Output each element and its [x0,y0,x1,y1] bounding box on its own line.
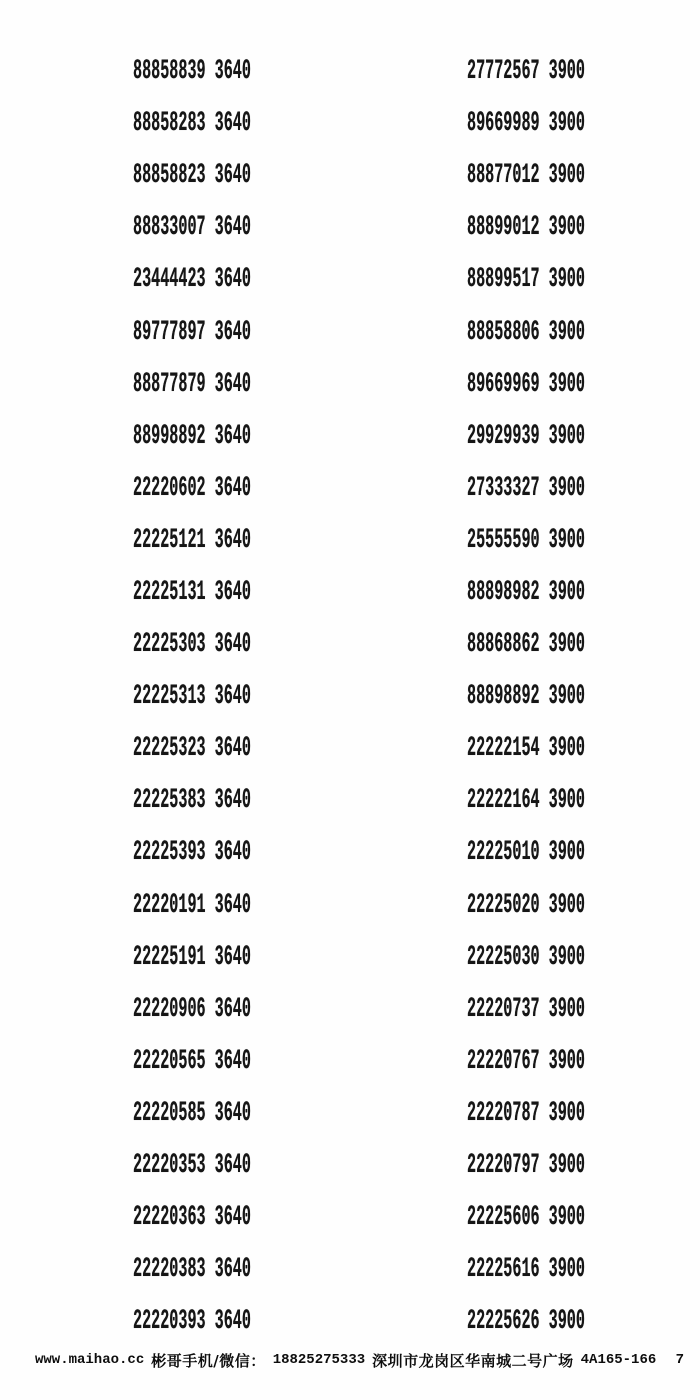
phone-listing-row [133,359,351,411]
phone-number-and-price: 88858839 3640 [133,56,251,88]
phone-listing-row [133,932,351,984]
footer-phone-number: 18825275333 [272,1352,366,1368]
phone-number-and-price: 22225606 3900 [467,1202,585,1234]
phone-listing-row [467,1244,685,1296]
phone-number-and-price: 88877012 3900 [467,160,585,192]
phone-listing-row [133,98,351,150]
phone-number-and-price: 22220565 3640 [133,1045,251,1077]
phone-number-and-price: 22220906 3640 [133,993,251,1025]
phone-listing-row [133,515,351,567]
phone-number-and-price: 22225383 3640 [133,785,251,817]
phone-number-and-price: 22220353 3640 [133,1150,251,1182]
phone-listing-row [133,1244,351,1296]
phone-number-and-price: 89777897 3640 [133,316,251,348]
phone-listing-row [467,671,685,723]
phone-listing-row [133,1036,351,1088]
phone-number-and-price: 22220383 3640 [133,1254,251,1286]
phone-listing-row [467,306,685,358]
phone-number-and-price: 88858806 3900 [467,316,585,348]
phone-listing-row [133,775,351,827]
phone-listing-row [467,932,685,984]
page-footer [35,1347,686,1373]
phone-listing-row [467,775,685,827]
phone-number-and-price: 88898892 3900 [467,681,585,713]
phone-listing-row [133,463,351,515]
phone-listing-row [467,1140,685,1192]
price-column-3900 [467,46,685,1348]
phone-number-and-price: 27333327 3900 [467,472,585,504]
phone-number-and-price: 88898982 3900 [467,576,585,608]
phone-listing-row [133,671,351,723]
phone-number-and-price: 89669969 3900 [467,368,585,400]
phone-number-and-price: 22225131 3640 [133,576,251,608]
phone-listing-row [133,1296,351,1348]
phone-listing-row [467,202,685,254]
footer-address-unit: 4A165-166 [580,1352,657,1368]
phone-listing-row [133,46,351,98]
phone-listing-row [133,1140,351,1192]
phone-number-and-price: 22225121 3640 [133,524,251,556]
phone-number-and-price: 22220737 3900 [467,993,585,1025]
phone-listing-row [467,723,685,775]
phone-listing-row [467,984,685,1036]
phone-listing-row [467,254,685,306]
phone-number-and-price: 22220787 3900 [467,1097,585,1129]
phone-listing-row [467,46,685,98]
footer-website: www.maihao.cc [35,1352,145,1368]
phone-number-and-price: 88899517 3900 [467,264,585,296]
phone-number-and-price: 22220767 3900 [467,1045,585,1077]
phone-listing-row [133,411,351,463]
phone-number-and-price: 22225393 3640 [133,837,251,869]
phone-listing-row [467,1192,685,1244]
phone-listing-row [467,567,685,619]
phone-listing-row [133,202,351,254]
phone-listing-row [133,567,351,619]
phone-number-and-price: 22225616 3900 [467,1254,585,1286]
price-column-3640 [133,46,351,1348]
phone-listing-row [133,1088,351,1140]
footer-address: 深圳市龙岗区华南城二号广场 [372,1351,574,1370]
phone-number-and-price: 22220363 3640 [133,1202,251,1234]
phone-number-and-price: 22225313 3640 [133,681,251,713]
phone-listing-row [467,1088,685,1140]
phone-listing-row [133,306,351,358]
phone-number-and-price: 22225030 3900 [467,941,585,973]
phone-number-and-price: 22222164 3900 [467,785,585,817]
phone-number-and-price: 22220191 3640 [133,889,251,921]
phone-listing-row [467,463,685,515]
phone-number-and-price: 22225191 3640 [133,941,251,973]
phone-number-and-price: 89669989 3900 [467,108,585,140]
phone-number-and-price: 88998892 3640 [133,420,251,452]
phone-number-and-price: 22225323 3640 [133,733,251,765]
phone-listing-row [133,150,351,202]
phone-number-and-price: 23444423 3640 [133,264,251,296]
phone-number-and-price: 29929939 3900 [467,420,585,452]
phone-number-and-price: 22225303 3640 [133,629,251,661]
phone-number-and-price: 22225010 3900 [467,837,585,869]
phone-number-and-price: 22220797 3900 [467,1150,585,1182]
phone-number-and-price: 88899012 3900 [467,212,585,244]
phone-listing-row [133,723,351,775]
phone-listing-row [133,254,351,306]
phone-number-and-price: 22220602 3640 [133,472,251,504]
phone-listing-row [467,827,685,879]
phone-listing-row [467,515,685,567]
phone-listing-row [133,984,351,1036]
phone-number-and-price: 88858283 3640 [133,108,251,140]
phone-number-and-price: 88877879 3640 [133,368,251,400]
phone-number-and-price: 22220585 3640 [133,1097,251,1129]
phone-listing-row [467,150,685,202]
phone-listing-row [133,619,351,671]
phone-listing-row [467,411,685,463]
phone-listing-row [467,880,685,932]
phone-number-and-price: 27772567 3900 [467,56,585,88]
phone-number-and-price: 22225020 3900 [467,889,585,921]
phone-listing-row [467,1296,685,1348]
phone-listing-row [133,880,351,932]
phone-listing-row [133,1192,351,1244]
phone-number-and-price: 88858823 3640 [133,160,251,192]
phone-number-and-price: 88868862 3900 [467,629,585,661]
phone-listing-row [467,98,685,150]
phone-number-and-price: 22222154 3900 [467,733,585,765]
footer-contact-label: 彬哥手机/微信： [151,1351,266,1370]
phone-listing-row [467,1036,685,1088]
phone-number-and-price: 25555590 3900 [467,524,585,556]
page-number: 7 [675,1352,684,1368]
phone-listing-row [133,827,351,879]
phone-number-and-price: 22225626 3900 [467,1306,585,1338]
phone-number-and-price: 88833007 3640 [133,212,251,244]
phone-listing-row [467,619,685,671]
phone-number-and-price: 22220393 3640 [133,1306,251,1338]
phone-listing-row [467,359,685,411]
